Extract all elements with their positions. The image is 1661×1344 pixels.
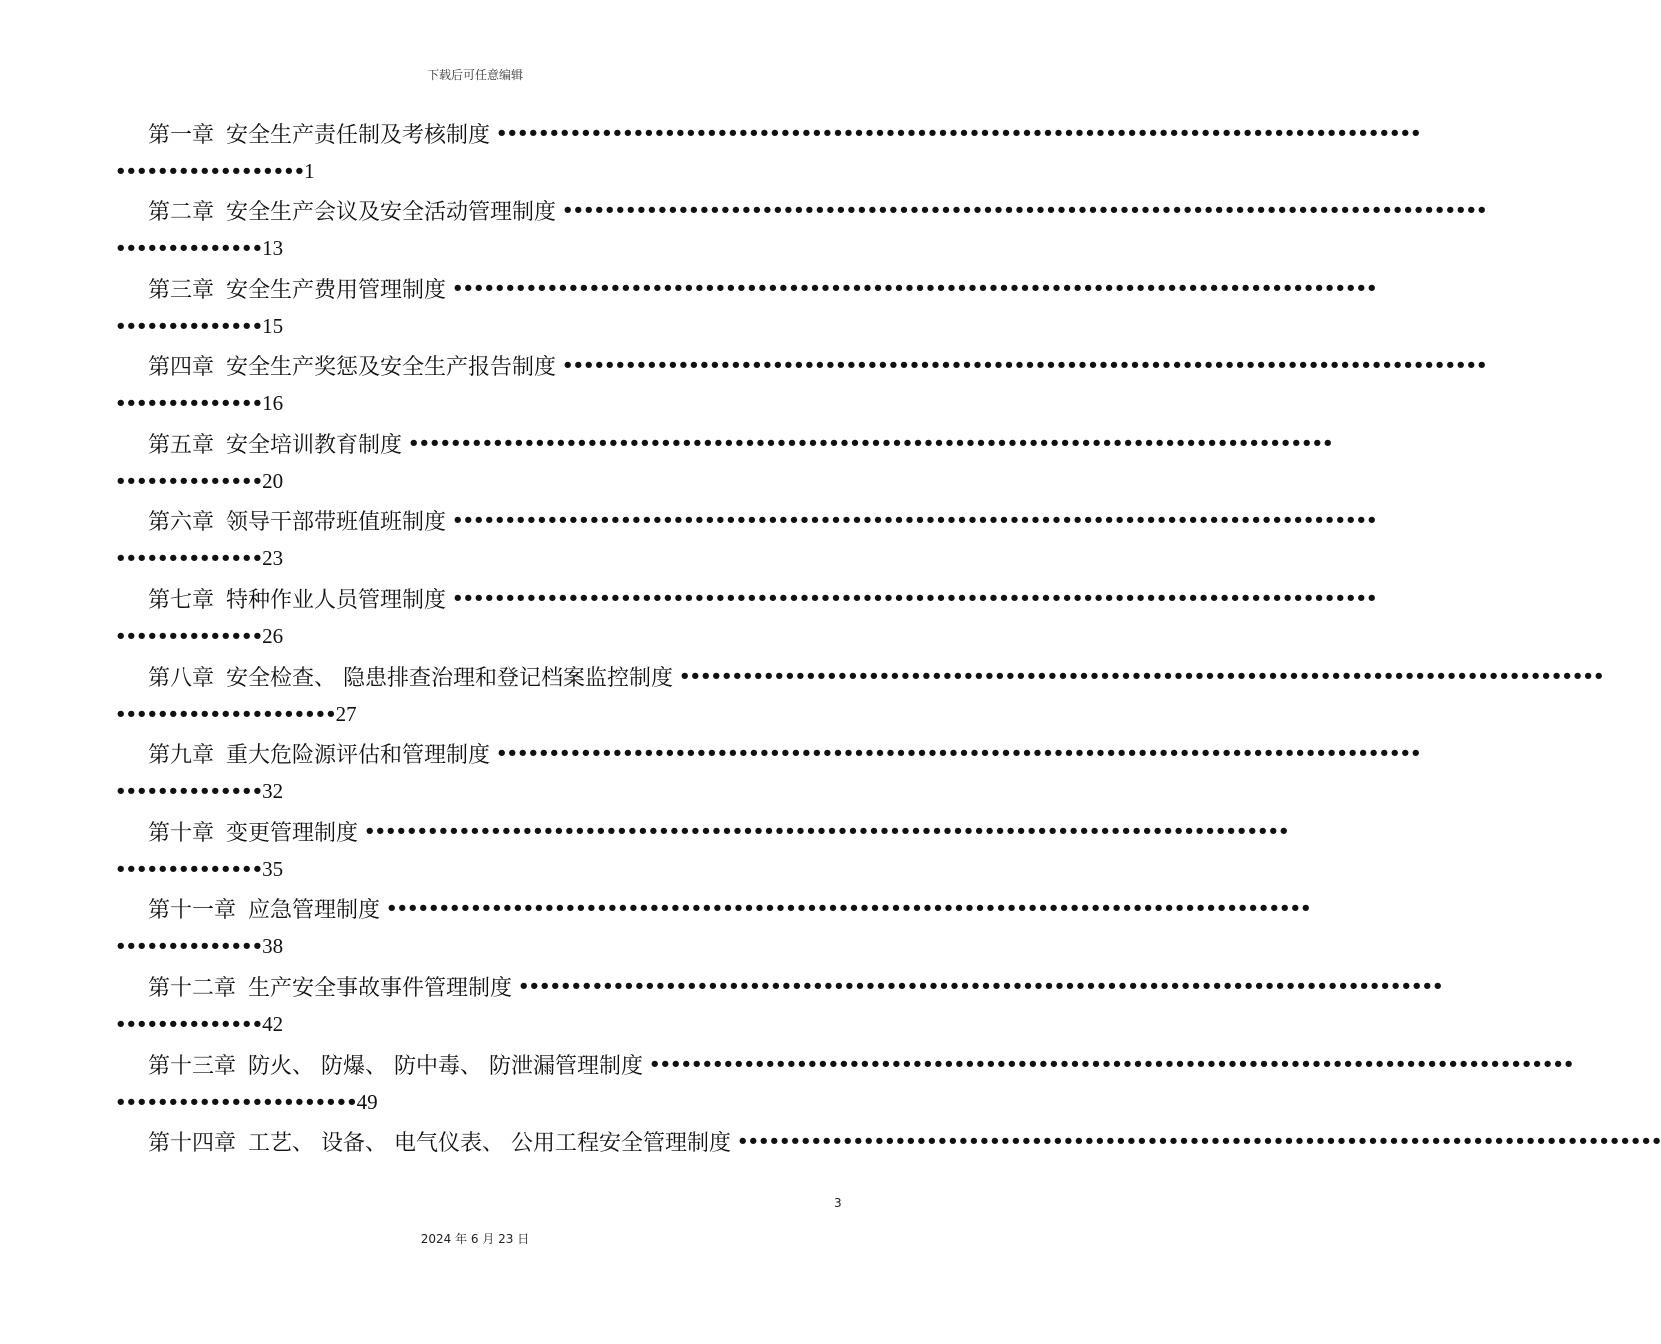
toc-title: 防火、 防爆、 防中毒、 防泄漏管理制度 xyxy=(248,1053,643,1079)
toc-dot-leader: •••••••••••••••••••••••••••••••••••••••••••••••••••••••••••••••••••••••••••••••••••••••• xyxy=(496,743,1421,765)
toc-page-number: 26 xyxy=(262,624,284,649)
toc-dot-leader: •••••••••••••• xyxy=(115,1014,263,1036)
toc-dot-leader: •••••••••••••• xyxy=(115,936,263,958)
toc-dot-leader: •••••••••••••• xyxy=(115,238,263,260)
toc-dot-leader: ••••••••••••••••••••• xyxy=(115,703,336,725)
toc-entry[interactable] xyxy=(0,1122,1661,1200)
header-note: 下载后可任意编辑 xyxy=(426,68,523,82)
toc-chapter-label: 第二章 xyxy=(148,200,215,226)
toc-chapter-label: 第八章 xyxy=(148,665,215,691)
toc-dot-leader: •••••••••••••••••••••••••••••••••••••••••••••••••••••••••••••••••••••••••••••••••••••••• xyxy=(649,1053,1574,1075)
toc-title: 领导干部带班值班制度 xyxy=(226,510,447,536)
toc-dot-leader: •••••••••••••• xyxy=(115,781,263,803)
toc-dot-leader: •••••••••••••••••••••••••••••••••••••••••••••••••••••••••••••••••••••••••••••••••••••••• xyxy=(452,277,1377,299)
toc-title: 安全培训教育制度 xyxy=(226,432,403,458)
toc-page-number: 42 xyxy=(262,1012,284,1037)
toc-page-number: 20 xyxy=(262,468,284,493)
toc-entry[interactable] xyxy=(0,967,1443,1045)
toc-chapter-label: 第十二章 xyxy=(148,976,237,1002)
toc-dot-leader: ••••••••••••••••••••••• xyxy=(115,1091,357,1113)
toc-dot-leader: •••••••••••••••••••••••••••••••••••••••••••••••••••••••••••••••••••••••••••••••••••••••• xyxy=(562,355,1487,377)
toc-entry[interactable] xyxy=(0,1044,1574,1122)
toc-chapter-label: 第五章 xyxy=(148,432,215,458)
toc-dot-leader: •••••••••••••••••••••••••••••••••••••••••••••••••••••••••••••••••••••••••••••••••••••••• xyxy=(737,1131,1661,1153)
toc-dot-leader: •••••••••••••••••••••••••••••••••••••••••••••••••••••••••••••••••••••••••••••••••••••••• xyxy=(386,898,1311,920)
toc-page-number: 15 xyxy=(262,313,284,338)
toc-title: 应急管理制度 xyxy=(248,898,381,924)
table-of-contents xyxy=(0,113,1661,1199)
toc-dot-leader: •••••••••••••••••••••••••••••••••••••••••••••••••••••••••••••••••••••••••••••••••••••••• xyxy=(679,665,1604,687)
toc-chapter-label: 第四章 xyxy=(148,355,215,381)
toc-page-number: 16 xyxy=(262,391,284,416)
toc-entry[interactable] xyxy=(0,113,1421,191)
toc-chapter-label: 第十一章 xyxy=(148,898,237,924)
toc-dot-leader: •••••••••••••• xyxy=(115,470,263,492)
toc-dot-leader: •••••••••••••••••••••••••••••••••••••••••••••••••••••••••••••••••••••••••••••••••••••••• xyxy=(364,820,1289,842)
toc-page-number: 23 xyxy=(262,546,284,571)
toc-title: 安全生产奖惩及安全生产报告制度 xyxy=(226,355,557,381)
toc-dot-leader: •••••••••••••••••••••••••••••••••••••••••••••••••••••••••••••••••••••••••••••••••••••••• xyxy=(452,588,1377,610)
toc-title: 生产安全事故事件管理制度 xyxy=(248,976,513,1002)
toc-dot-leader: •••••••••••••••••••••••••••••••••••••••••••••••••••••••••••••••••••••••••••••••••••••••• xyxy=(452,510,1377,532)
toc-chapter-label: 第三章 xyxy=(148,277,215,303)
toc-chapter-label: 第十三章 xyxy=(148,1053,237,1079)
toc-title: 安全生产费用管理制度 xyxy=(226,277,447,303)
toc-page-number: 49 xyxy=(356,1089,378,1114)
toc-dot-leader: •••••••••••••••••• xyxy=(115,160,305,182)
toc-chapter-label: 第六章 xyxy=(148,510,215,536)
toc-dot-leader: •••••••••••••• xyxy=(115,393,263,415)
toc-page-number: 38 xyxy=(262,934,284,959)
toc-chapter-label: 第九章 xyxy=(148,743,215,769)
toc-entry[interactable] xyxy=(0,501,1377,579)
toc-entry[interactable] xyxy=(0,889,1311,967)
toc-entry[interactable] xyxy=(0,423,1333,501)
toc-dot-leader: •••••••••••••• xyxy=(115,548,263,570)
toc-chapter-label: 第十章 xyxy=(148,820,215,846)
toc-title: 安全生产责任制及考核制度 xyxy=(226,122,491,148)
toc-page-number: 1 xyxy=(304,158,315,183)
toc-dot-leader: •••••••••••••••••••••••••••••••••••••••••••••••••••••••••••••••••••••••••••••••••••••••• xyxy=(518,976,1443,998)
toc-title: 变更管理制度 xyxy=(226,820,359,846)
toc-entry[interactable] xyxy=(0,656,1604,734)
toc-chapter-label: 第十四章 xyxy=(148,1131,237,1157)
toc-title: 重大危险源评估和管理制度 xyxy=(226,743,491,769)
toc-page-number: 35 xyxy=(262,856,284,881)
toc-title: 工艺、 设备、 电气仪表、 公用工程安全管理制度 xyxy=(248,1131,731,1157)
toc-chapter-label: 第七章 xyxy=(148,588,215,614)
toc-title: 特种作业人员管理制度 xyxy=(226,588,447,614)
toc-entry[interactable] xyxy=(0,811,1289,889)
toc-entry[interactable] xyxy=(0,346,1487,424)
toc-dot-leader: •••••••••••••••••••••••••••••••••••••••••••••••••••••••••••••••••••••••••••••••••••••••• xyxy=(408,432,1333,454)
toc-entry[interactable] xyxy=(0,268,1377,346)
toc-dot-leader: •••••••••••••• xyxy=(115,315,263,337)
footer-date: 2024 年 6 月 23 日 xyxy=(420,1232,530,1246)
toc-title: 安全生产会议及安全活动管理制度 xyxy=(226,200,557,226)
toc-chapter-label: 第一章 xyxy=(148,122,215,148)
toc-dot-leader: •••••••••••••••••••••••••••••••••••••••••••••••••••••••••••••••••••••••••••••••••••••••• xyxy=(496,122,1421,144)
toc-entry[interactable] xyxy=(0,734,1421,812)
toc-dot-leader: •••••••••••••• xyxy=(115,626,263,648)
toc-title: 安全检查、 隐患排查治理和登记档案监控制度 xyxy=(226,665,674,691)
toc-dot-leader: •••••••••••••••••••••••••••••••••••••••••••••••••••••••••••••••••••••••••••••••••••••••• xyxy=(562,200,1487,222)
toc-entry[interactable] xyxy=(0,579,1377,657)
toc-entry[interactable] xyxy=(0,191,1487,269)
page-number: 3 xyxy=(834,1196,842,1210)
toc-page-number: 27 xyxy=(335,701,357,726)
toc-page-number: 13 xyxy=(262,236,284,261)
toc-page-number: 32 xyxy=(262,779,284,804)
toc-dot-leader: •••••••••••••• xyxy=(115,858,263,880)
